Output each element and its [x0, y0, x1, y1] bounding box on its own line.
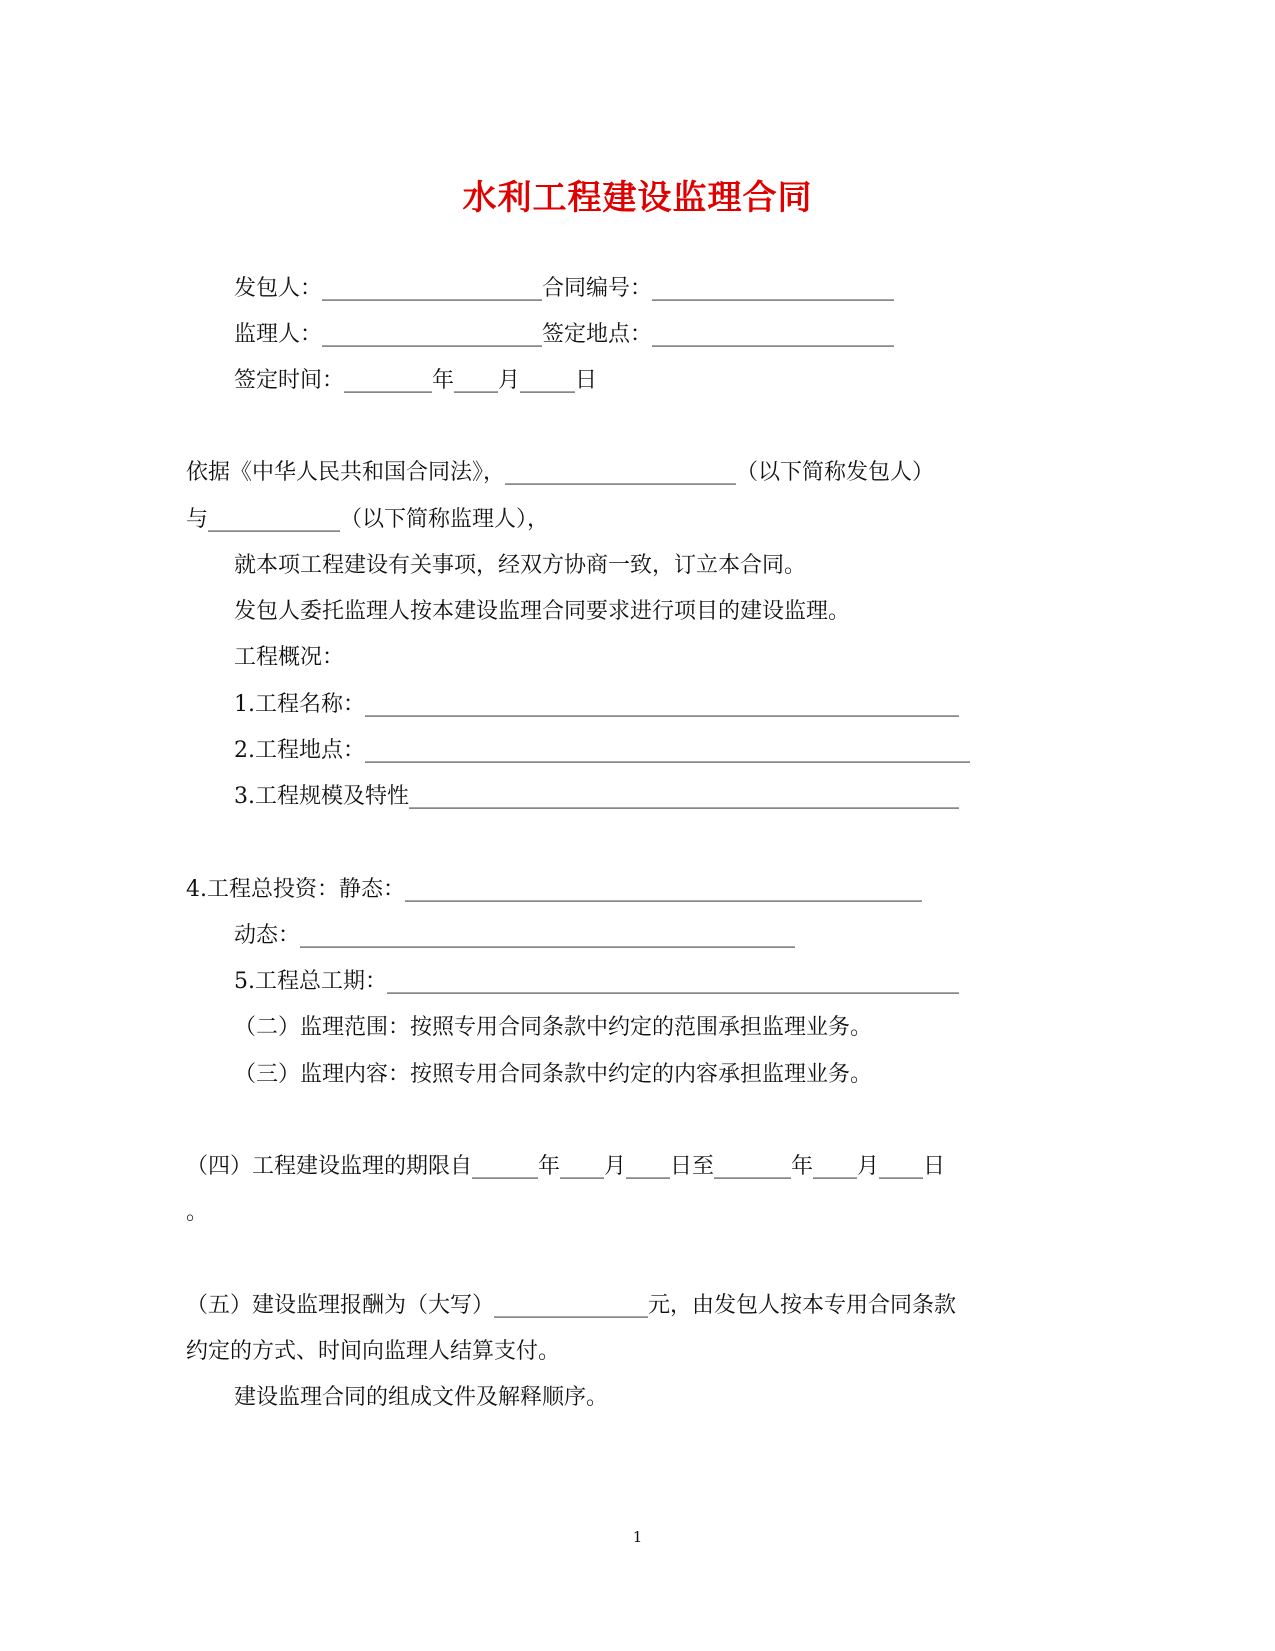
line-project-name: 1.工程名称：______________________________________________________	[234, 692, 959, 717]
line-sign-date: 签定时间：________年____月_____日	[234, 368, 598, 393]
line-legal-basis: 依据《中华人民共和国合同法》，_____________________（以下简称发包人）	[186, 460, 935, 485]
document-title: 水利工程建设监理合同	[462, 178, 813, 218]
line-supervisor-place: 监理人：____________________签定地点：______________________	[234, 322, 895, 347]
line-supervision-period: （四）工程建设监理的期限自______年____月____日至_______年____月____日	[186, 1154, 946, 1179]
line-project-overview: 工程概况：	[234, 645, 345, 670]
line-payment-method: 约定的方式、时间向监理人结算支付。	[186, 1339, 561, 1364]
line-dynamic-investment: 动态：_____________________________________________	[234, 923, 796, 948]
line-remuneration: （五）建设监理报酬为（大写）______________元，由发包人按本专用合同条款	[186, 1293, 957, 1318]
page-number: 1	[632, 1528, 643, 1546]
line-total-duration: 5.工程总工期：____________________________________________________	[234, 969, 959, 994]
line-employer-contract-no: 发包人：____________________合同编号：______________________	[234, 276, 895, 301]
line-agreement: 就本项工程建设有关事项，经双方协商一致，订立本合同。	[234, 553, 807, 578]
line-contract-documents: 建设监理合同的组成文件及解释顺序。	[234, 1385, 609, 1410]
line-period-end-mark: 。	[186, 1200, 209, 1225]
line-supervision-scope: （二）监理范围：按照专用合同条款中约定的范围承担监理业务。	[234, 1015, 873, 1040]
line-total-investment: 4.工程总投资：静态：_______________________________________________	[186, 877, 922, 902]
line-supervisor-abbr: 与____________（以下简称监理人），	[186, 507, 550, 532]
line-supervision-content: （三）监理内容：按照专用合同条款中约定的内容承担监理业务。	[234, 1062, 873, 1087]
line-project-scale: 3.工程规模及特性__________________________________________________	[234, 784, 959, 809]
line-entrustment: 发包人委托监理人按本建设监理合同要求进行项目的建设监理。	[234, 599, 851, 624]
line-project-location: 2.工程地点：_______________________________________________________	[234, 738, 970, 763]
